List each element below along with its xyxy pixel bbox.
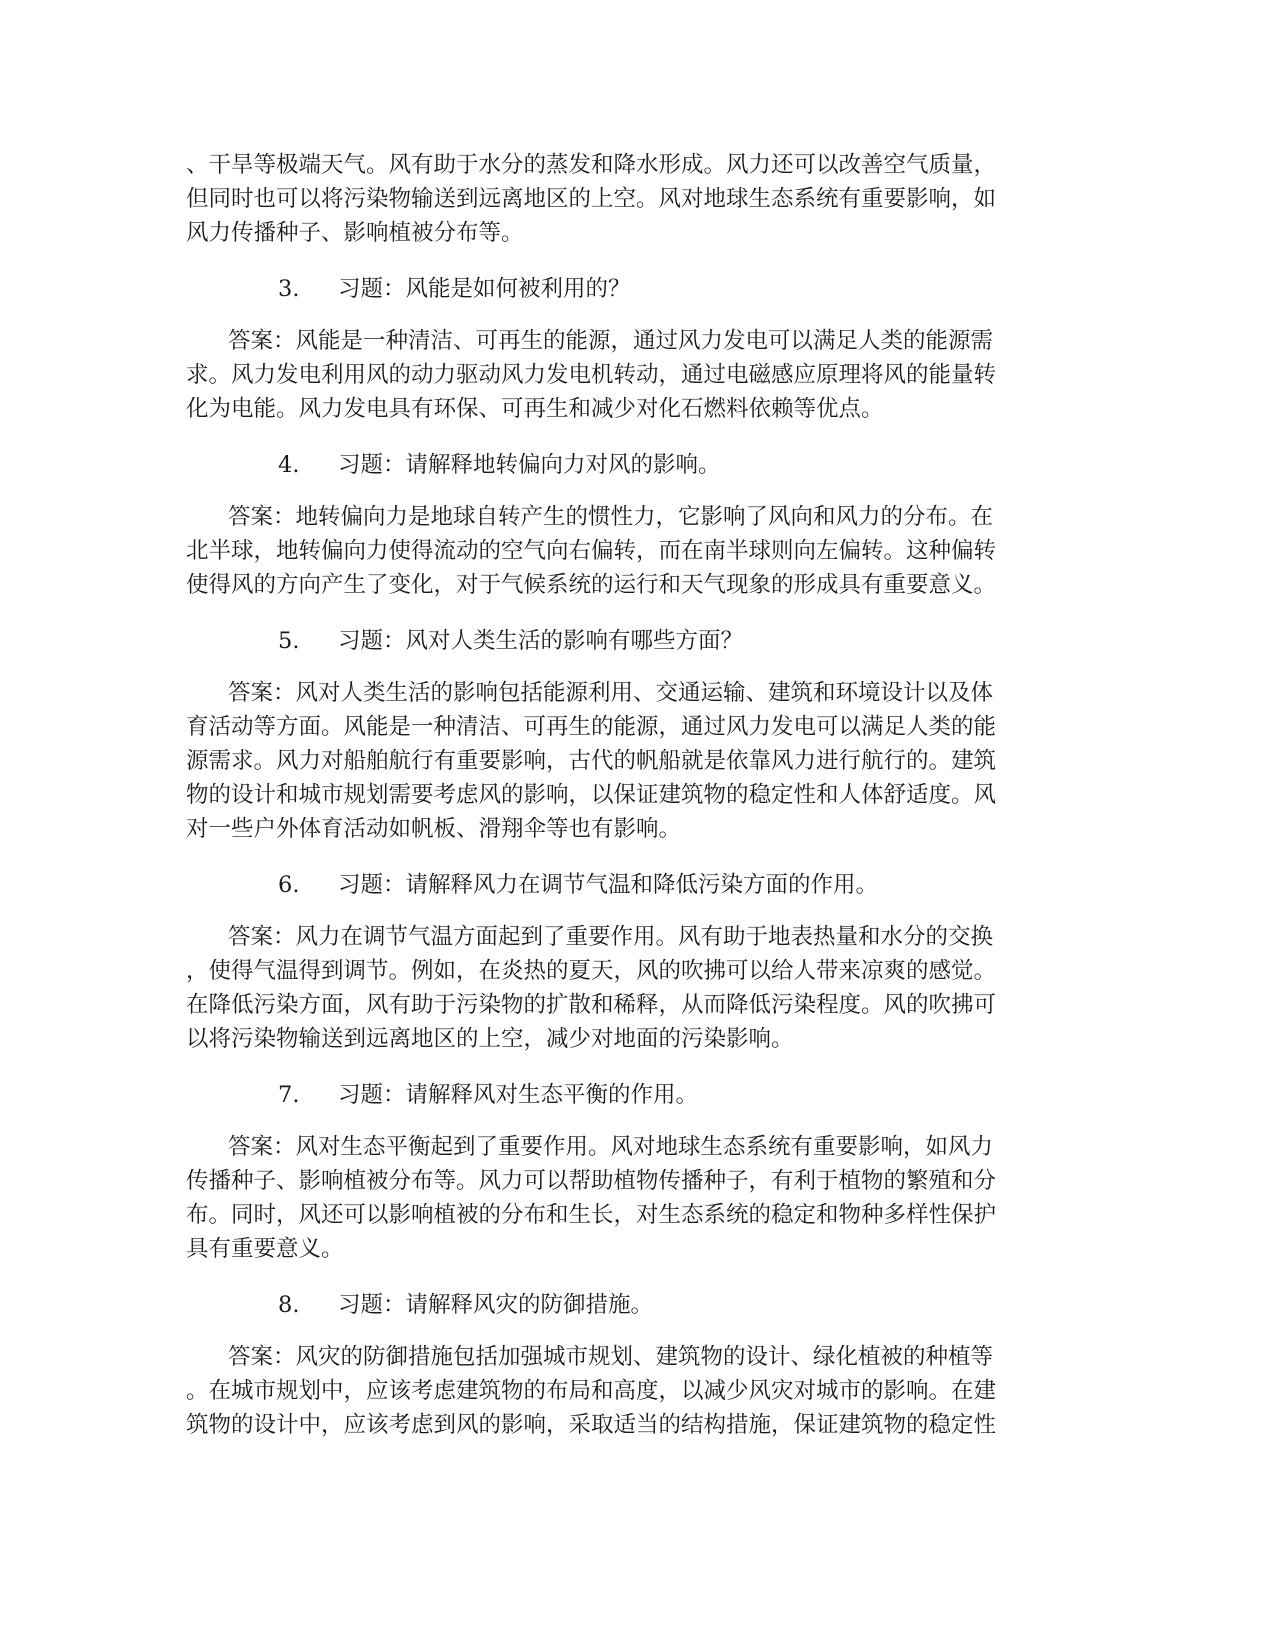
item-3 xyxy=(186,272,1092,426)
question-4 xyxy=(186,448,1092,482)
question-number: 8. xyxy=(278,1292,300,1318)
answer-5: 答案：风对人类生活的影响包括能源利用、交通运输、建筑和环境设计以及体 育活动等方面。风能是一种清洁、可再生的能源，通过风力发电可以满足人类的能 源需求。风力对船舶航行有重要影响，古代的帆船就是依靠风力进行航行的。建筑 物的设计和城市规划需要考虑风的影响，以保证建筑物的稳定性和人体舒适度。风 对一些户外体育活动如帆板、滑翔伞等也有影响。 xyxy=(186,680,997,842)
answer-7: 答案：风对生态平衡起到了重要作用。风对地球生态系统有重要影响，如风力 传播种子、影响植被分布等。风力可以帮助植物传播种子，有利于植物的繁殖和分 布。同时，风还可以影响植被的分布和生长，对生态系统的稳定和物种多样性保护 具有重要意义。 xyxy=(186,1134,997,1262)
item-4 xyxy=(186,448,1092,602)
question-number: 3. xyxy=(278,276,300,302)
document-page xyxy=(186,148,1092,1442)
answer-4: 答案：地转偏向力是地球自转产生的惯性力，它影响了风向和风力的分布。在 北半球，地转偏向力使得流动的空气向右偏转，而在南半球则向左偏转。这种偏转 使得风的方向产生了变化，对于气候系统的运行和天气现象的形成具有重要意义。 xyxy=(186,504,997,598)
question-text: 习题：请解释风力在调节气温和降低污染方面的作用。 xyxy=(338,872,879,898)
question-7 xyxy=(186,1078,1092,1112)
question-text: 习题：请解释风对生态平衡的作用。 xyxy=(338,1082,699,1108)
question-text: 习题：风对人类生活的影响有哪些方面？ xyxy=(338,628,744,654)
answer-3: 答案：风能是一种清洁、可再生的能源，通过风力发电可以满足人类的能源需 求。风力发电利用风的动力驱动风力发电机转动，通过电磁感应原理将风的能量转 化为电能。风力发电具有环保、可再生和减少对化石燃料依赖等优点。 xyxy=(186,328,997,422)
question-3 xyxy=(186,272,1092,306)
question-6 xyxy=(186,868,1092,902)
question-8 xyxy=(186,1288,1092,1322)
question-number: 5. xyxy=(278,628,300,654)
question-5 xyxy=(186,624,1092,658)
item-6 xyxy=(186,868,1092,1056)
intro-paragraph: 、干旱等极端天气。风有助于水分的蒸发和降水形成。风力还可以改善空气质量， 但同时也可以将污染物输送到远离地区的上空。风对地球生态系统有重要影响，如 风力传播种子、影响植被分布等。 xyxy=(186,152,997,246)
question-text: 习题：请解释地转偏向力对风的影响。 xyxy=(338,452,721,478)
answer-6: 答案：风力在调节气温方面起到了重要作用。风有助于地表热量和水分的交换 ，使得气温得到调节。例如，在炎热的夏天，风的吹拂可以给人带来凉爽的感觉。 在降低污染方面，风有助于污染物的扩散和稀释，从而降低污染程度。风的吹拂可 以将污染物输送到远离地区的上空，减少对地面的污染影响。 xyxy=(186,924,997,1052)
answer-8: 答案：风灾的防御措施包括加强城市规划、建筑物的设计、绿化植被的种植等 。在城市规划中，应该考虑建筑物的布局和高度，以减少风灾对城市的影响。在建 筑物的设计中，应该考虑到风的影响，采取适当的结构措施，保证建筑物的稳定性 xyxy=(186,1344,997,1438)
item-5 xyxy=(186,624,1092,846)
question-number: 6. xyxy=(278,872,300,898)
item-7 xyxy=(186,1078,1092,1266)
item-8 xyxy=(186,1288,1092,1442)
question-text: 习题：请解释风灾的防御措施。 xyxy=(338,1292,654,1318)
question-text: 习题：风能是如何被利用的？ xyxy=(338,276,631,302)
question-number: 4. xyxy=(278,452,300,478)
question-number: 7. xyxy=(278,1082,300,1108)
